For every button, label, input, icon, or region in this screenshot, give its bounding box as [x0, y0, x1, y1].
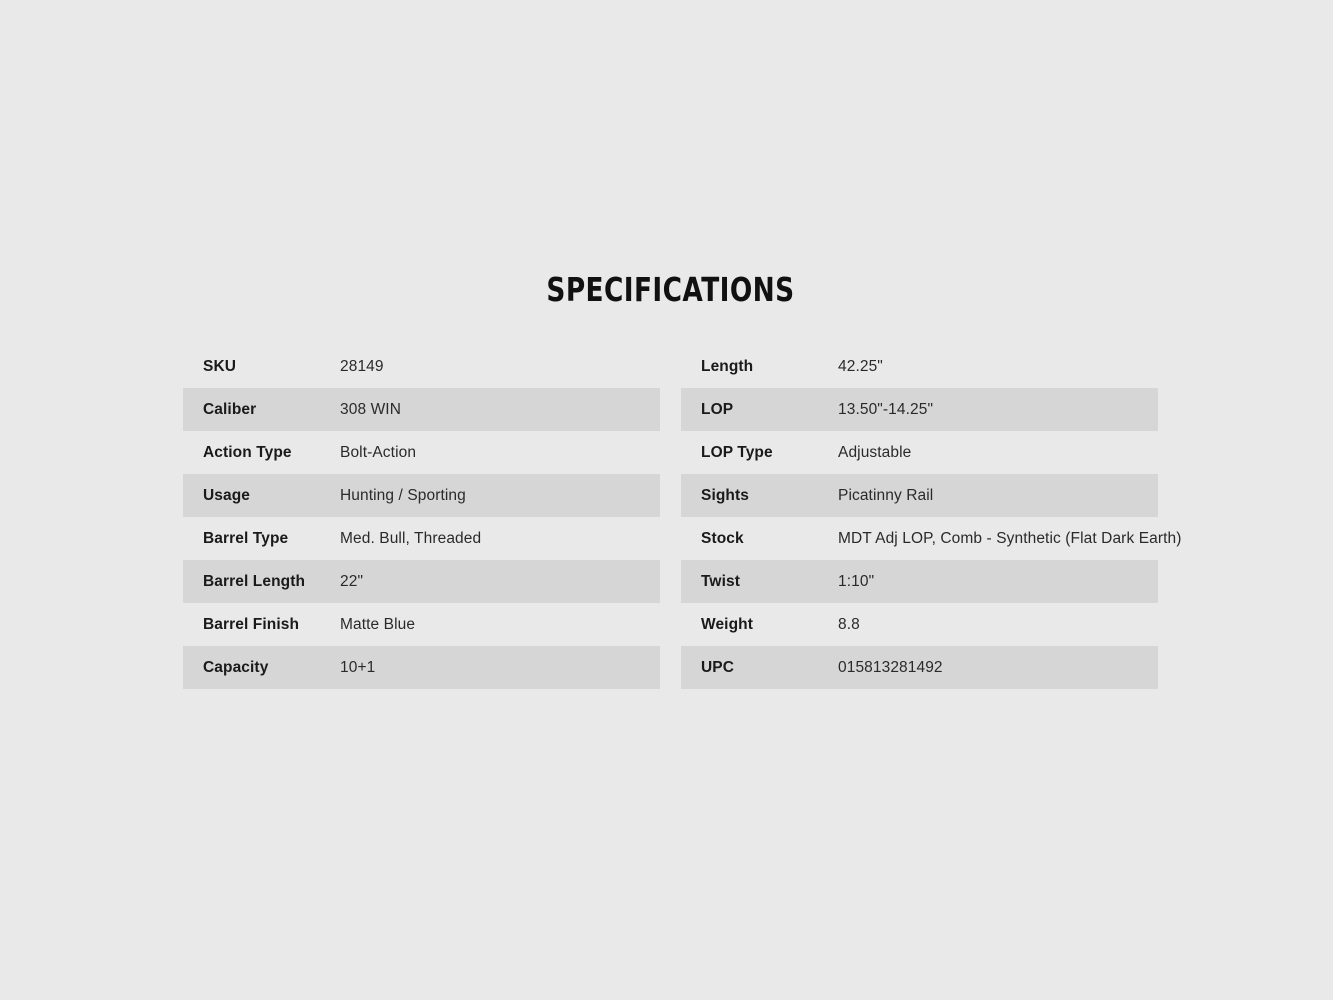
spec-label: Weight	[701, 615, 753, 633]
spec-value: 308 WIN	[340, 400, 401, 418]
spec-value: 015813281492	[838, 658, 943, 676]
spec-value: Adjustable	[838, 443, 912, 461]
table-row	[183, 388, 660, 431]
table-row	[681, 474, 1158, 517]
table-row	[183, 517, 660, 560]
spec-label: Usage	[203, 486, 251, 504]
spec-label: Caliber	[203, 400, 257, 418]
page-title: SPECIFICATIONS	[546, 270, 795, 309]
specifications-left-column	[183, 345, 660, 689]
table-row	[183, 560, 660, 603]
table-row	[681, 517, 1182, 560]
spec-label: Twist	[701, 572, 740, 590]
specifications-right-column	[681, 345, 1182, 689]
table-row	[681, 646, 1158, 689]
spec-value: 8.8	[838, 615, 860, 633]
specifications-section	[183, 270, 1182, 689]
spec-label: UPC	[701, 658, 735, 676]
table-row	[183, 431, 660, 474]
spec-value: 10+1	[340, 658, 376, 676]
spec-label: Barrel Length	[203, 572, 306, 590]
table-row	[681, 345, 1158, 388]
table-row	[183, 345, 660, 388]
spec-value: 42.25"	[838, 357, 883, 375]
specifications-columns	[183, 345, 1182, 689]
spec-value: Bolt-Action	[340, 443, 417, 461]
spec-value: Med. Bull, Threaded	[340, 529, 482, 547]
spec-label: LOP	[701, 400, 734, 418]
table-row	[681, 560, 1158, 603]
spec-label: Stock	[701, 529, 744, 547]
spec-label: Length	[701, 357, 754, 375]
spec-value: Matte Blue	[340, 615, 416, 633]
spec-value: MDT Adj LOP, Comb - Synthetic (Flat Dark Earth)	[838, 529, 1182, 547]
spec-label: Barrel Finish	[203, 615, 300, 633]
table-row	[681, 603, 1158, 646]
table-row	[183, 646, 660, 689]
table-row	[681, 431, 1158, 474]
spec-value: Picatinny Rail	[838, 486, 934, 504]
table-row	[183, 474, 660, 517]
spec-value: 13.50"-14.25"	[838, 400, 934, 418]
spec-value: 22"	[340, 572, 364, 590]
spec-label: SKU	[203, 357, 237, 375]
spec-label: Action Type	[203, 443, 292, 461]
spec-label: LOP Type	[701, 443, 773, 461]
spec-value: Hunting / Sporting	[340, 486, 466, 504]
spec-value: 28149	[340, 357, 384, 375]
spec-value: 1:10"	[838, 572, 875, 590]
table-row	[681, 388, 1158, 431]
spec-label: Capacity	[203, 658, 269, 676]
table-row	[183, 603, 660, 646]
spec-label: Sights	[701, 486, 749, 504]
spec-label: Barrel Type	[203, 529, 289, 547]
